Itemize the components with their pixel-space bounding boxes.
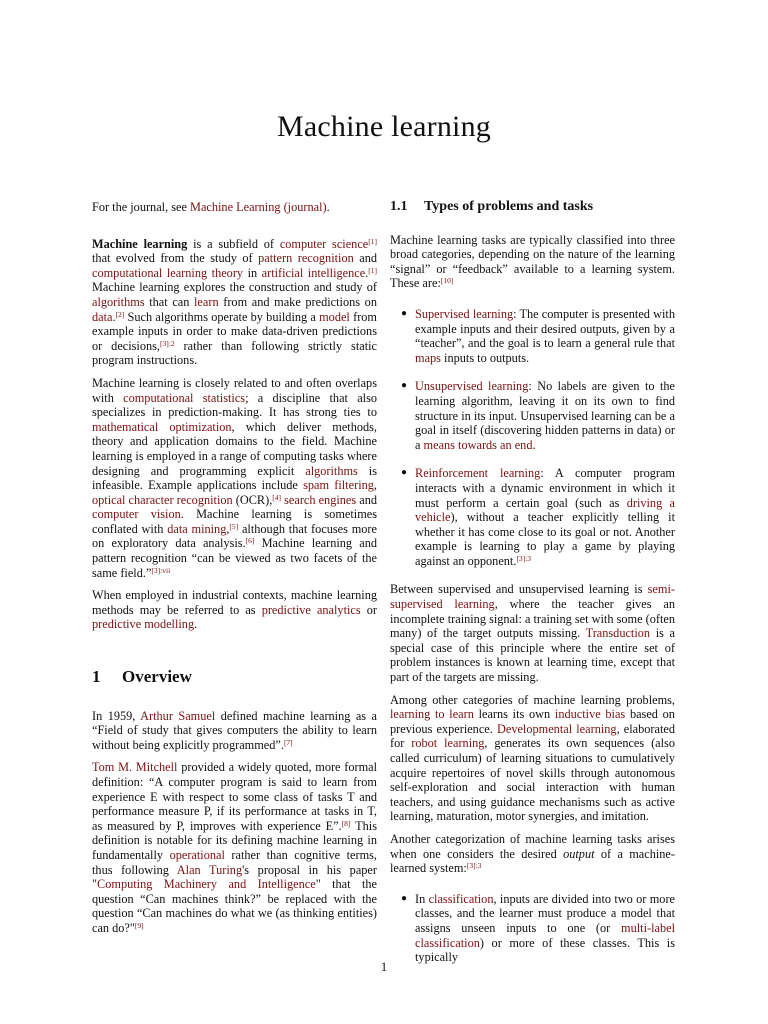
citation-link[interactable]: [3]:2 (160, 338, 175, 348)
intro-paragraph (92, 237, 377, 368)
citation-link[interactable]: [3]:3 (466, 861, 482, 871)
link-classification[interactable]: classification (428, 891, 494, 906)
text: : No labels are given to the learning algorithm, leaving it on its own to find structure in its input. Unsupervised learning can be a goal in itself (discovering hidden patterns in data) or a (415, 379, 675, 452)
text: provided a widely quoted, more formal definition: “A computer program is said to learn from experience E with respect to some class of tasks T and performance measure P, if its performance at tasks in T, as measured by P, improves with experience E”. (92, 760, 378, 833)
section-title: Types of problems and tasks (424, 199, 594, 214)
bullet-icon: ● (401, 892, 408, 904)
link-predictive-analytics[interactable]: predictive analytics (261, 602, 361, 617)
text: . (112, 309, 116, 324)
citation-link[interactable]: [3]:3 (516, 553, 532, 563)
citation-link[interactable]: [10] (440, 276, 454, 286)
citation-link[interactable]: [4] (272, 492, 282, 502)
link-alan-turing[interactable]: Alan Turing (176, 862, 243, 877)
text: based on previous experience. (390, 707, 675, 736)
text: and (356, 492, 378, 507)
citation-link[interactable]: [1] (368, 265, 377, 275)
text: , (373, 478, 377, 493)
list-item (390, 892, 675, 965)
left-column (92, 200, 377, 944)
citation-link[interactable]: [8] (341, 818, 351, 828)
text: ), without a teacher explicitly telling it whether it has come close to its goal or not. Another example is learning to play a game by playing against an opponent. (415, 510, 675, 568)
text: inputs to outputs. (440, 350, 530, 365)
paragraph (92, 588, 377, 632)
link-unsupervised-learning[interactable]: Unsupervised learning (415, 379, 529, 394)
bullet-icon: ● (401, 467, 408, 479)
citation-link[interactable]: [1] (368, 236, 377, 246)
link-supervised-learning[interactable]: Supervised learning (415, 306, 514, 321)
text: that can (144, 294, 195, 309)
link-driving-a-vehicle[interactable]: driving a vehicle (415, 495, 675, 525)
emphasis-output: output (563, 846, 595, 861)
text: , which deliver methods, theory and application domains to the field. Machine learning is employed in a range of computing tasks where designing and programming explicit (92, 419, 378, 478)
list-item (390, 379, 675, 452)
link-transduction[interactable]: Transduction (585, 626, 651, 641)
text: . (194, 617, 198, 632)
citation-link[interactable]: [5] (229, 521, 239, 531)
text: : The computer is presented with example inputs and their desired outputs, given by a “teacher”, and the goal is to learn a general rule that (415, 306, 675, 351)
text: " that the question “Can machines think?” be replaced with the question “Can machines do what we (as thinking entities) can do?" (92, 877, 377, 935)
citation-link[interactable]: [6] (245, 536, 255, 546)
link-search-engines[interactable]: search engines (284, 492, 357, 507)
text: Machine learning is closely related to and often overlaps with (92, 375, 377, 405)
right-column (390, 200, 675, 979)
text: is a subfield of (187, 236, 280, 251)
link-computer-vision[interactable]: computer vision (92, 507, 181, 522)
link-semi-supervised-learning[interactable]: semi-supervised learning (390, 582, 675, 612)
citation-link[interactable]: [3]:vii (151, 565, 171, 575)
page-title: Machine learning (277, 110, 491, 143)
link-developmental-learning[interactable]: Developmental learning (496, 721, 617, 736)
paragraph (390, 233, 675, 291)
link-learning-to-learn[interactable]: learning to learn (390, 707, 474, 722)
text: that evolved from the study of (92, 251, 259, 266)
text: Machine learning explores the construction and study of (92, 280, 377, 295)
link-mathematical-optimization[interactable]: mathematical optimization (92, 419, 232, 434)
page-number: 1 (380, 960, 388, 974)
link-data[interactable]: data (92, 309, 113, 324)
link-multi-label-classification[interactable]: multi-label classification (415, 920, 675, 950)
text: , where the teacher gives an incomplete training signal: a training set with some (often many) of the target outputs missing. (390, 597, 675, 641)
text: . (365, 265, 369, 280)
text: ; a discipline that also specializes in prediction-making. It has strong ties to (92, 390, 378, 420)
text: Machine learning and pattern recognition “can be viewed as two facets of the same field.” (92, 536, 377, 580)
text: Between supervised and unsupervised learning is (390, 582, 648, 597)
link-model[interactable]: model (319, 309, 350, 324)
text: is a special case of this principle where the entire set of problem instances is known at learning time, except that part of the targets are missing. (390, 626, 675, 685)
text: rather than cognitive terms, thus following (92, 847, 377, 877)
citation-link[interactable]: [7] (283, 737, 293, 747)
paragraph (92, 760, 377, 935)
text: learns its own (473, 707, 555, 722)
output-categories-list (390, 892, 675, 965)
link-algorithms[interactable]: algorithms (92, 294, 145, 309)
paragraph (92, 709, 377, 753)
link-predictive-modelling[interactable]: predictive modelling (92, 617, 195, 632)
link-computational-learning-theory[interactable]: computational learning theory (92, 265, 244, 280)
text: : A computer program interacts with a dynamic environment in which it must perform a certain goal (such as (415, 466, 675, 510)
text: and (353, 251, 377, 266)
text: Among other categories of machine learning problems, (390, 692, 675, 707)
text: In 1959, (92, 708, 141, 723)
text: of a machine-learned system: (390, 846, 675, 876)
text: , elaborated for (390, 721, 675, 751)
text: , generates its own sequences (also called curriculum) of learning situations to cumulatively acquire repertoires of novel skills through autonomous self-exploration and social interaction with human teachers, and using guidance mechanisms such as active learning, maturation, motor synergies, and imitation. (390, 736, 675, 824)
text: from example inputs in order to make data-driven predictions or decisions, (92, 309, 378, 353)
paragraph (390, 693, 675, 824)
link-robot-learning[interactable]: robot learning (411, 736, 485, 751)
hatnote-text: For the journal, see (92, 200, 191, 214)
text: is infeasible. Example applications include (92, 463, 378, 493)
section-number: 1 (92, 667, 101, 687)
link-inductive-bias[interactable]: inductive bias (554, 707, 626, 722)
text: Another categorization of machine learning tasks arises when one considers the desired (390, 831, 675, 861)
link-computing-machinery-and-intelligence[interactable]: Computing Machinery and Intelligence (97, 877, 316, 892)
text: defined machine learning as a “Field of study that gives computers the ability to learn without being explicitly programmed”. (92, 708, 377, 752)
text: in (243, 265, 262, 280)
text: rather than following strictly static program instructions. (92, 338, 377, 368)
section-number: 1.1 (390, 199, 408, 214)
link-artificial-intelligence[interactable]: artificial intelligence (261, 265, 366, 280)
link-machine-learning-journal[interactable]: Machine Learning (journal) (190, 200, 327, 214)
link-algorithms[interactable]: algorithms (305, 463, 358, 478)
paragraph (92, 376, 377, 580)
text: . Machine learning is sometimes conflated with (92, 507, 377, 536)
paragraph (390, 832, 675, 876)
text: or (360, 602, 377, 617)
text: Machine learning tasks are typically classified into three broad categories, depending on the nature of the learning “signal” or “feedback” available to a learning system. These are: (390, 232, 675, 291)
link-learn[interactable]: learn (194, 294, 219, 309)
section-heading-overview (92, 667, 377, 687)
text: (OCR), (232, 492, 273, 507)
link-data-mining[interactable]: data mining (167, 521, 227, 536)
text: , inputs are divided into two or more classes, and the learner must produce a model that assigns unseen inputs to one (or (415, 891, 675, 935)
text: , (226, 521, 230, 536)
text: When employed in industrial contexts, machine learning methods may be referred to as (92, 588, 377, 617)
link-means-towards-an-end[interactable]: means towards an end (423, 437, 533, 452)
text: In (415, 891, 429, 906)
paragraph (390, 582, 675, 684)
link-tom-mitchell[interactable]: Tom M. Mitchell (92, 760, 178, 775)
hatnote (92, 200, 377, 215)
text: ) or more of these classes. This is typically (415, 935, 675, 965)
link-operational[interactable]: operational (169, 847, 225, 862)
link-arthur-samuel[interactable]: Arthur Samuel (140, 708, 216, 723)
link-reinforcement-learning[interactable]: Reinforcement learning (415, 466, 541, 481)
text: 's proposal in his paper " (92, 862, 377, 892)
citation-link[interactable]: [2] (115, 309, 125, 319)
citation-link[interactable]: [9] (134, 920, 144, 930)
text: This definition is notable for its defining machine learning in fundamentally (92, 818, 377, 862)
link-ocr[interactable]: optical character recognition (92, 492, 233, 507)
text: although that focuses more on exploratory data analysis. (92, 521, 377, 551)
list-item (390, 307, 675, 365)
text: Such algorithms operate by building a (124, 309, 320, 324)
link-spam-filtering[interactable]: spam filtering (303, 478, 374, 493)
learning-categories-list (390, 307, 675, 569)
link-maps[interactable]: maps (415, 350, 441, 365)
link-pattern-recognition[interactable]: pattern recognition (258, 251, 354, 266)
bullet-icon: ● (401, 307, 408, 319)
link-computational-statistics[interactable]: computational statistics (123, 390, 246, 405)
section-heading-types-of-problems (390, 200, 675, 215)
text: from and make predictions on (218, 294, 377, 309)
section-title: Overview (122, 667, 192, 687)
text: . (532, 437, 536, 452)
term-machine-learning: Machine learning (92, 236, 188, 251)
bullet-icon: ● (401, 380, 408, 392)
hatnote-text: . (326, 200, 330, 214)
list-item (390, 466, 675, 568)
link-computer-science[interactable]: computer science (279, 236, 369, 251)
